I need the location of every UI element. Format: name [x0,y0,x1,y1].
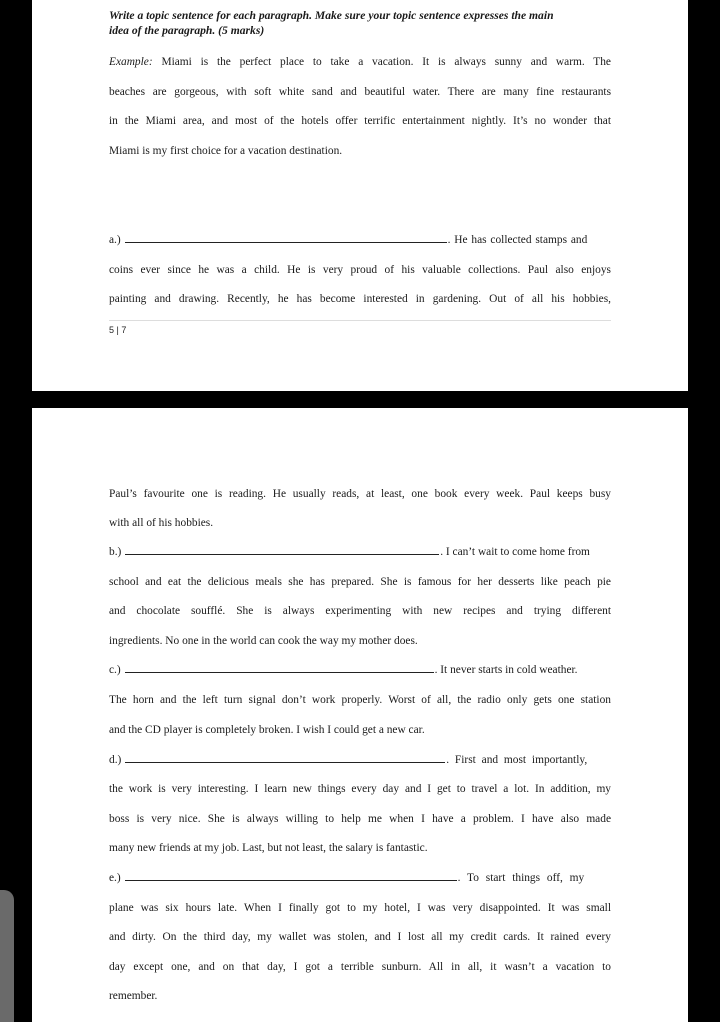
example-paragraph-line: in the Miami area, and most of the hotels offer terrific entertainment nightly. It’s no wonder that [109,115,611,127]
item-e-label: e.) [109,872,121,884]
paragraph-line: ingredients. No one in the world can cook the way my mother does. [109,635,418,647]
paragraph-line: the work is very interesting. I learn new things every day and I get to travel a lot. In addition, my [109,783,611,795]
item-d-label: d.) [109,754,122,766]
paragraph-line: The horn and the left turn signal don’t work properly. Worst of all, the radio only gets one station [109,694,611,706]
item-a-first-line [109,233,611,247]
item-e-blank[interactable] [125,871,457,881]
paragraph-line: boss is very nice. She is always willing to help me when I have a problem. I have also made [109,813,611,825]
item-a-label: a.) [109,234,121,246]
instruction-text: Write a topic sentence for each paragraph. Make sure your topic sentence expresses the main [109,9,554,22]
page-footer-rule [109,320,611,321]
item-b-after: . I can’t wait to come home from [440,546,590,558]
paragraph-line: and dirty. On the third day, my wallet was stolen, and I lost all my credit cards. It rained every [109,931,611,943]
item-c-blank[interactable] [125,663,434,673]
document-page-1 [32,0,688,391]
paragraph-line: Paul’s favourite one is reading. He usually reads, at least, one book every week. Paul keeps busy [109,488,611,500]
item-c-first-line [109,663,611,677]
paragraph-line: remember. [109,990,158,1002]
example-text: Miami is the perfect place to take a vacation. It is always sunny and warm. The [161,56,611,68]
paragraph-line: school and eat the delicious meals she has prepared. She is famous for her desserts like peach pie [109,576,611,588]
paragraph-line: plane was six hours late. When I finally got to my hotel, I was very disappointed. It was small [109,902,611,914]
item-d-after: . First and most importantly, [446,754,588,766]
paragraph-line: coins ever since he was a child. He is very proud of his valuable collections. Paul also enjoys [109,264,611,276]
page-number: 5 | 7 [109,325,127,335]
item-a-after: . He has collected stamps and [447,234,588,246]
item-b-blank[interactable] [125,545,439,555]
item-b-first-line [109,545,611,559]
instruction-text: idea of the paragraph. (5 marks) [109,24,265,37]
item-e-first-line [109,871,611,885]
example-paragraph-line: Miami is my first choice for a vacation destination. [109,145,343,157]
paragraph-line: and chocolate soufflé. She is always experimenting with new recipes and trying different [109,605,611,617]
paragraph-line: day except one, and on that day, I got a terrible sunburn. All in all, it wasn’t a vacation to [109,961,611,973]
item-c-label: c.) [109,664,121,676]
paragraph-line: and the CD player is completely broken. I wish I could get a new car. [109,724,425,736]
item-d-first-line [109,753,611,767]
item-e-after: . To start things off, my [457,872,585,884]
example-paragraph-line [109,55,611,69]
scroll-thumb[interactable] [0,890,14,1022]
example-label: Example: [109,56,153,68]
item-b-label: b.) [109,546,122,558]
document-page-2 [32,408,688,1022]
item-a-blank[interactable] [125,233,447,243]
paragraph-line: painting and drawing. Recently, he has become interested in gardening. Out of all his hobbies, [109,293,611,305]
example-paragraph-line: beaches are gorgeous, with soft white sand and beautiful water. There are many fine restaurants [109,86,611,98]
item-d-blank[interactable] [125,753,445,763]
paragraph-line: with all of his hobbies. [109,517,214,529]
paragraph-line: many new friends at my job. Last, but not least, the salary is fantastic. [109,842,428,854]
item-c-after: . It never starts in cold weather. [434,664,578,676]
